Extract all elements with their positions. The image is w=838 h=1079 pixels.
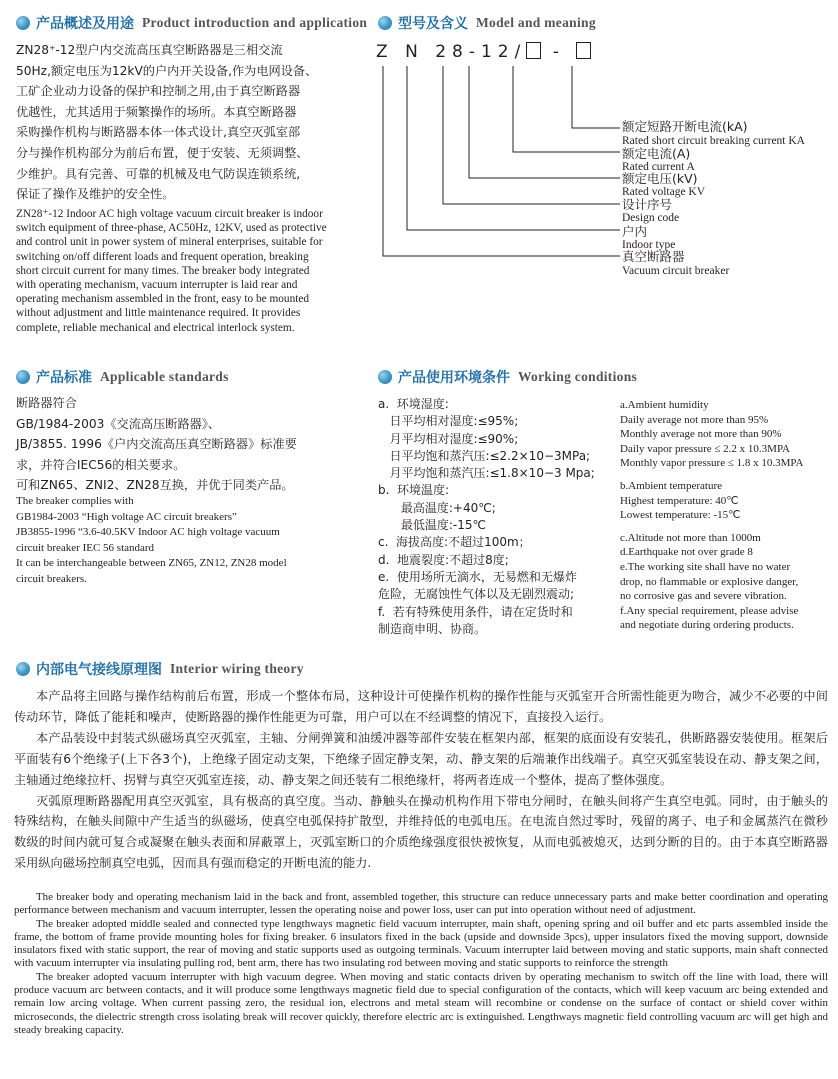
model-code-dash: - <box>552 42 565 62</box>
text-line: and negotiate during ordering products. <box>620 619 794 632</box>
model-label-current-en: Rated current A <box>622 161 695 173</box>
model-label-indoor-en: Indoor type <box>622 239 676 251</box>
bullet-dot-icon <box>16 370 30 384</box>
text-line: circuit breakers. <box>16 572 87 585</box>
text-line: 分与操作机构部分为前后布置，便于安装、无须调整、 <box>16 145 309 160</box>
standards-heading-cn: 产品标准 <box>36 370 92 386</box>
text-line: 最低温度:-15℃ <box>378 518 487 533</box>
text-line: 优越性，尤其适用于频繁操作的场所。本真空断路器 <box>16 104 297 119</box>
paragraph: The breaker adopted vacuum interrupter with high vacuum degree. When moving and static contacts driven by operating mechanism to switch off the line with load, there will produce vacuum arc between contacts, and it will produce some lengthways magnetic field due to special configuration of the contacts, which will keep vacuum arc being extended and remain low arcing voltage. When current passing zero, the residual ion, electrons and metal steam will recombine or condense on the surface of contact or shield cover within microseconds, the dielectric strength cross isolating break will recover quickly, therefore electric arc is extinguished. Lengthways magnetic field controlling vacuum arc will get high and steady breaking capacity. <box>14 970 828 1036</box>
text-line: a.Ambient humidity <box>620 399 709 411</box>
text-line: 制造商申明、协商。 <box>378 621 487 636</box>
standards-cn-text <box>16 393 366 496</box>
model-label-design-en: Design code <box>622 212 680 224</box>
text-line: Daily vapor pressure ≤ 2.2 x 10.3MPA <box>620 442 791 455</box>
wiring-cn-text <box>14 686 828 874</box>
wiring-heading <box>16 659 304 679</box>
model-label-design-cn: 设计序号 <box>622 197 673 212</box>
text-line: Daily average not more than 95% <box>620 413 769 426</box>
conditions-heading-cn: 产品使用环境条件 <box>398 370 510 386</box>
paragraph: The breaker adopted middle sealed and connected type lengthways magnetic field vacuum interrupter, main shaft, opening spring and oil buffer and etc parts assembled inside the frame, the bottom of frame provide mounting holes for fixing breaker. 6 insulators fixed in the back (upside and downside 3pcs), upper insulators fixed the moving support, downside insulators fixed with static support, the rear of moving and static supports used as outgoing terminals. Vacuum interrupter laid between moving and static supports, main shaft connected with vacuum interrupter via insulating pulling rod, bent arm, there has two insulating rod between moving and static supports to reinforce the strength <box>14 917 828 970</box>
standards-heading-en: Applicable standards <box>100 369 229 384</box>
wiring-en-text <box>14 891 828 1037</box>
text-line: 少维护。具有完善、可靠的机械及电气防误连锁系统, <box>16 166 301 181</box>
leader-line-vacuum-breaker <box>383 66 620 256</box>
text-line: 最高温度:+40℃; <box>378 500 496 515</box>
text-line: b. 环境温度: <box>378 483 450 498</box>
text-line: Monthly average not more than 90% <box>620 428 782 441</box>
paragraph: 灭弧原理断路器配用真空灭弧室，具有极高的真空度。当动、静触头在操动机构作用下带电分闸时，在触头间将产生真空电弧。同时，由于触头的特殊结构，在触头间隙中产生适当的纵磁场，使真空电弧保持扩散型，并维持低的电弧电压。在电流自然过零时，残留的离子、电子和金属蒸汽在微秒数级的时间内就可复合或凝聚在触头表面和屏蔽罩上，灭弧室断口的介质绝缘强度很快被恢复，从而电弧被熄灭，达到分断的目的。由于本真空断路器采用纵向磁场控制真空电弧，因而具有强而稳定的开断电流的能力. <box>14 793 828 871</box>
leader-line-design-code <box>443 66 620 204</box>
text-line: circuit breaker IEC 56 standard <box>16 541 155 554</box>
model-label-voltage-cn: 额定电压(kV) <box>622 171 698 186</box>
text-line: switching on/off different loads and frequent operation, breaking <box>16 250 309 263</box>
text-line: and control unit in power system of mineral enterprises, suitable for <box>16 236 323 249</box>
text-line: e.The working site shall have no water <box>620 560 791 573</box>
leader-line-breaking-current <box>572 66 620 128</box>
text-line: 月平均饱和蒸汽压:≤1.8×10−3 Mpa; <box>378 466 595 481</box>
text-line: drop, no flammable or explosive danger, <box>620 575 799 588</box>
text-line: The breaker complies with <box>16 495 134 507</box>
text-line: GB1984-2003 “High voltage AC circuit breakers” <box>16 510 237 523</box>
text-line: complete, reliable mechanical and electrical interlock system. <box>16 321 295 334</box>
text-line: without adjustment and little maintenance required. It provides <box>16 307 301 320</box>
model-heading-en: Model and meaning <box>476 15 596 30</box>
conditions-heading <box>378 367 637 387</box>
text-line: Lowest temperature: -15℃ <box>620 509 741 522</box>
model-code-series: 28-12 <box>435 42 515 62</box>
text-line: 断路器符合 <box>16 396 77 410</box>
text-line: d. 地震裂度:不超过8度; <box>378 552 509 567</box>
text-line: short circuit current for many times. The breaker body integrated <box>16 264 310 277</box>
text-line: ZN28⁺-12 Indoor AC high voltage vacuum circuit breaker is indoor <box>16 208 323 220</box>
text-line: 日平均相对湿度:≤95%; <box>378 414 519 429</box>
conditions-heading-en: Working conditions <box>518 369 638 384</box>
bullet-dot-icon <box>378 370 392 384</box>
model-code-n: N <box>405 42 424 62</box>
text-line: 保证了操作及维护的安全性。 <box>16 187 175 202</box>
paragraph: The breaker body and operating mechanism laid in the back and front, assembled together, this structure can reduce unnecessary parts and make better coordination and operating performance between mechanism and vacuum interrupter, lessen the operating noise and power loss, user can put into operation without need of adjustment. <box>14 891 828 917</box>
model-heading-cn: 型号及含义 <box>398 16 468 32</box>
paragraph: 本产品将主回路与操作结构前后布置，形成一个整体布局，这种设计可使操作机构的操作性能与灭弧室开合所需性能更为吻合，减少不必要的中间传动环节，降低了能耗和噪声，使断路器的操作性能更为可靠，用户可以在不经调整的情况下，直接投入运行。 <box>14 689 828 724</box>
text-line: 日平均饱和蒸汽压:≤2.2×10−3MPa; <box>378 448 591 463</box>
model-code-slash: / <box>514 42 527 62</box>
text-line: switch equipment of three-phase, AC50Hz, 12KV, used as protective <box>16 222 327 235</box>
model-label-vacuum-en: Vacuum circuit breaker <box>622 265 730 277</box>
text-line: JB/3855. 1996《户内交流高压真空断路器》标准要 <box>16 437 297 452</box>
text-line: operating mechanism assembled in the front, easy to be mounted <box>16 293 310 306</box>
text-line: c. 海拔高度:不超过100m； <box>378 535 531 550</box>
intro-heading-en: Product introduction and application <box>142 15 368 30</box>
text-line: 50Hz,额定电压为12kV的户内开关设备,作为电网设备、 <box>16 63 318 78</box>
text-line: It can be interchangeable between ZN65, ZN12, ZN28 model <box>16 557 287 570</box>
text-line: c.Altitude not more than 1000m <box>620 531 761 544</box>
standards-en-text <box>16 494 366 588</box>
model-label-voltage-en: Rated voltage KV <box>622 186 706 198</box>
conditions-cn-text <box>378 396 610 638</box>
text-line: f.Any special requirement, please advise <box>620 604 799 617</box>
text-line: JB3855-1996 “3.6-40.5KV Indoor AC high voltage vacuum <box>16 526 280 539</box>
spacer <box>620 523 832 531</box>
bullet-dot-icon <box>16 662 30 676</box>
text-line: 采购操作机构与断路器本体一体式设计,真空灭弧室部 <box>16 125 301 140</box>
spacer <box>620 471 832 479</box>
intro-heading-cn: 产品概述及用途 <box>36 16 134 32</box>
conditions-en-text <box>620 398 832 633</box>
text-line: 危险，无腐蚀性气体以及无剧烈震动; <box>378 587 575 602</box>
text-line: with operating mechanism, vacuum interrupter is laid rear and <box>16 279 298 292</box>
text-line: Monthly vapor pressure ≤ 1.8 x 10.3MPA <box>620 457 804 470</box>
model-label-current-cn: 额定电流(A) <box>622 146 691 161</box>
text-line: 求，并符合IEC56的相关要求。 <box>16 457 186 472</box>
model-code-z: Z <box>376 42 394 62</box>
text-line: e. 使用场所无滴水，无易燃和无爆炸 <box>378 569 577 584</box>
text-line: d.Earthquake not over grade 8 <box>620 546 753 559</box>
wiring-heading-en: Interior wiring theory <box>170 661 304 676</box>
model-label-breaking-en: Rated short circuit breaking current KA <box>622 135 805 147</box>
text-line: no corrosive gas and severe vibration. <box>620 590 787 603</box>
leader-line-rated-current <box>513 66 620 152</box>
model-label-indoor-cn: 户内 <box>622 224 648 239</box>
model-leader-lines <box>0 0 838 300</box>
wiring-heading-cn: 内部电气接线原理图 <box>36 662 162 678</box>
text-line: ZN28⁺-12型户内交流高压真空断路器是三相交流 <box>16 43 283 57</box>
leader-line-rated-voltage <box>469 66 620 178</box>
text-line: f. 若有特殊使用条件，请在定货时和 <box>378 604 573 619</box>
text-line: 可和ZN65、ZNI2、ZN28互换，并优于同类产品。 <box>16 478 294 493</box>
text-line: 工矿企业动力设备的保护和控制之用,由于真空断路器 <box>16 84 301 99</box>
text-line: Highest temperature: 40℃ <box>620 494 739 507</box>
text-line: a. 环境湿度: <box>378 397 449 411</box>
model-label-breaking-cn: 额定短路开断电流(kA) <box>622 119 748 134</box>
model-label-vacuum-cn: 真空断路器 <box>622 249 685 264</box>
text-line: b.Ambient temperature <box>620 479 723 492</box>
text-line: 月平均相对湿度:≤90%; <box>378 431 519 446</box>
standards-heading <box>16 367 229 387</box>
text-line: GB/1984-2003《交流高压断路器》、 <box>16 416 221 431</box>
paragraph: 本产品装设中封装式纵磁场真空灭弧室，主轴、分闸弹簧和油缓冲器等部件安装在框架内部，框架的底面设有安装孔，供断路器安装使用。框架后平面装有6个绝缘子(上下各3个)，上绝缘子固定动支架，下绝缘子固定静支架，动、静支架的后端兼作出线端子。真空灭弧室装设在动、静支架之间，主轴通过绝缘拉杆、拐臂与真空灭弧室连接，动、静支架之间还装有二根绝缘杆，将两者连成一个整体，提高了整体强度。 <box>14 730 828 787</box>
